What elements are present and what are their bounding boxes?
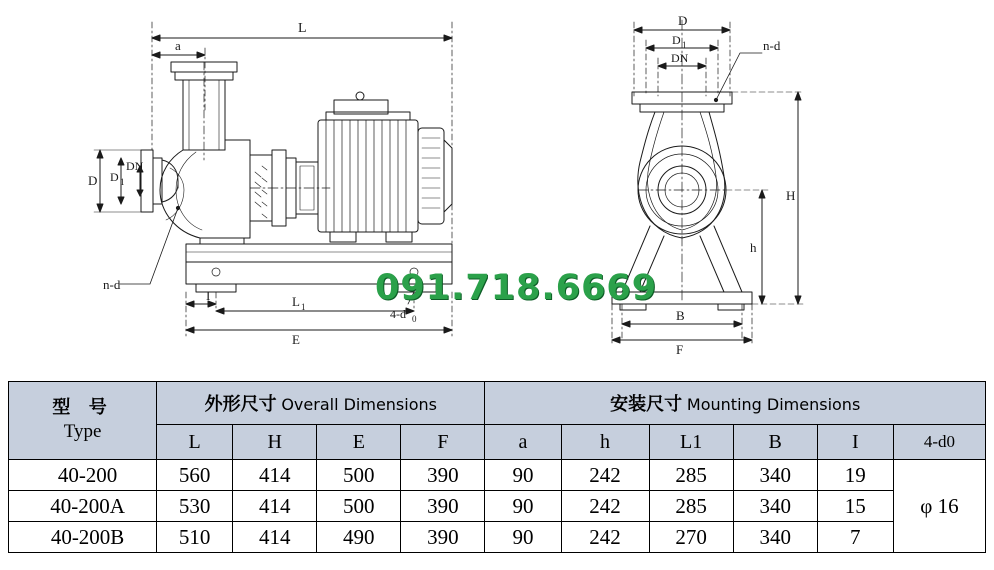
cell-4d0-phi: φ 16 <box>893 460 985 553</box>
svg-text:B: B <box>676 308 685 323</box>
cell-H: 414 <box>233 460 317 491</box>
cell-a: 90 <box>485 491 561 522</box>
svg-text:a: a <box>175 38 181 53</box>
cell-L: 510 <box>157 522 233 553</box>
header-type-en: Type <box>63 421 102 443</box>
cell-E: 500 <box>317 491 401 522</box>
cell-I: 19 <box>817 460 893 491</box>
svg-text:1: 1 <box>301 302 306 312</box>
header-overall-cn: 外形尺寸 <box>204 394 277 415</box>
svg-text:D: D <box>88 173 98 188</box>
column-header-a: a <box>485 425 561 460</box>
cell-L: 560 <box>157 460 233 491</box>
cell-a: 90 <box>485 522 561 553</box>
svg-text:n-d: n-d <box>763 38 781 53</box>
cell-I: 7 <box>817 522 893 553</box>
table-row <box>9 460 986 491</box>
column-header-h: h <box>561 425 649 460</box>
cell-type: 40-200B <box>9 522 157 553</box>
cell-F: 390 <box>401 491 485 522</box>
cell-L1: 270 <box>649 522 733 553</box>
svg-text:E: E <box>292 332 300 347</box>
svg-text:0: 0 <box>412 314 417 324</box>
cell-F: 390 <box>401 460 485 491</box>
cell-L: 530 <box>157 491 233 522</box>
dimension-table <box>8 381 986 553</box>
column-header-I: I <box>817 425 893 460</box>
cell-E: 490 <box>317 522 401 553</box>
table-row <box>9 522 986 553</box>
svg-text:DN: DN <box>671 51 689 65</box>
svg-text:1: 1 <box>120 177 125 187</box>
column-header-E: E <box>317 425 401 460</box>
cell-B: 340 <box>733 460 817 491</box>
cell-h: 242 <box>561 522 649 553</box>
cell-H: 414 <box>233 522 317 553</box>
svg-text:H: H <box>786 188 796 203</box>
header-mounting-dimensions <box>485 382 986 425</box>
svg-text:DN: DN <box>126 159 144 173</box>
watermark-phone-number: 091.718.6669 <box>375 268 658 308</box>
column-header-4d0: 4-d0 <box>893 425 985 460</box>
svg-text:I: I <box>206 288 211 303</box>
header-type-cell <box>9 382 157 460</box>
cell-L1: 285 <box>649 460 733 491</box>
cell-I: 15 <box>817 491 893 522</box>
table-row <box>9 491 986 522</box>
column-header-L1: L1 <box>649 425 733 460</box>
svg-text:4-d: 4-d <box>390 307 406 321</box>
svg-text:L: L <box>298 21 307 36</box>
cell-h: 242 <box>561 491 649 522</box>
header-type-cn: 型 号 <box>52 397 113 418</box>
column-header-L: L <box>157 425 233 460</box>
svg-text:F: F <box>676 342 684 357</box>
cell-type: 40-200A <box>9 491 157 522</box>
svg-text:D: D <box>672 33 681 47</box>
cell-L1: 285 <box>649 491 733 522</box>
column-header-B: B <box>733 425 817 460</box>
cell-a: 90 <box>485 460 561 491</box>
cell-E: 500 <box>317 460 401 491</box>
cell-type: 40-200 <box>9 460 157 491</box>
header-overall-en: Overall Dimensions <box>281 395 437 414</box>
svg-text:n-d: n-d <box>103 277 121 292</box>
cell-F: 390 <box>401 522 485 553</box>
cell-B: 340 <box>733 522 817 553</box>
svg-text:h: h <box>750 240 757 255</box>
header-mounting-cn: 安装尺寸 <box>610 394 683 415</box>
svg-text:L: L <box>292 294 300 309</box>
cell-B: 340 <box>733 491 817 522</box>
svg-text:D: D <box>678 13 688 28</box>
svg-text:1: 1 <box>682 40 687 50</box>
table-header-group-row <box>9 382 986 425</box>
column-header-F: F <box>401 425 485 460</box>
cell-h: 242 <box>561 460 649 491</box>
cell-H: 414 <box>233 491 317 522</box>
header-mounting-en: Mounting Dimensions <box>686 395 861 414</box>
column-header-H: H <box>233 425 317 460</box>
svg-text:D: D <box>110 170 119 184</box>
header-overall-dimensions <box>157 382 485 425</box>
